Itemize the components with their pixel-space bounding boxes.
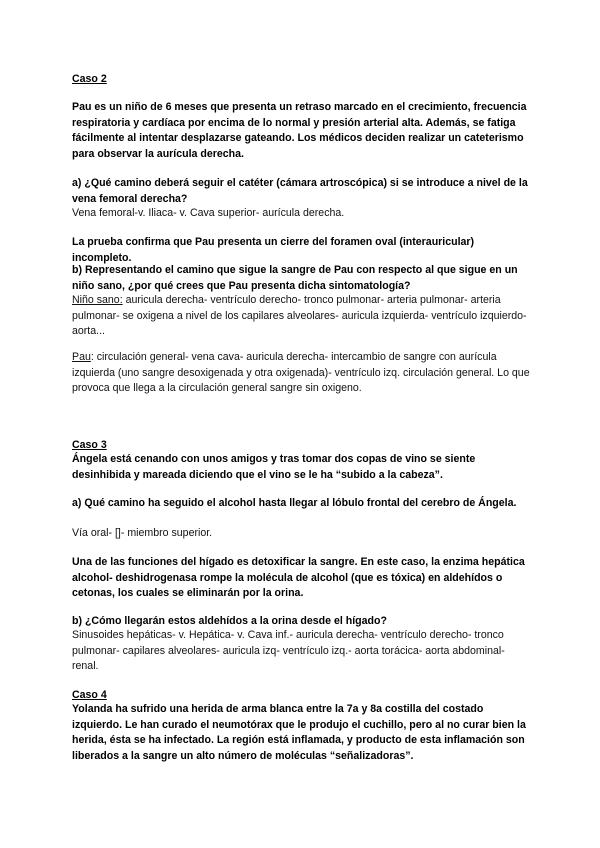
caso3-question-a: a) Qué camino ha seguido el alcohol hasta llegar al lóbulo frontal del cerebro de Ángela. [72,497,517,509]
caso3-heading: Caso 3 [72,439,107,451]
caso3-answer-b: Sinusoides hepáticas- v. Hepática- v. Cava inf.- auricula derecha- ventrículo derecho- tronco pulmonar- capilares alveolares- auricula izq- ventrículo izq.- aorta torácica- aorta abdominal- renal. [72,629,505,672]
caso2-pau-answer [72,350,532,397]
caso3-answer-a: Vía oral- []- miembro superior. [72,527,213,539]
caso2-question-a: a) ¿Qué camino deberá seguir el catéter (cámara artroscópica) si se introduce a nivel de la vena femoral derecha? [72,177,528,205]
caso4-heading: Caso 4 [72,689,107,701]
caso2-sano-answer [72,293,532,340]
caso2-heading: Caso 2 [72,73,107,85]
caso2-answer-a: Vena femoral-v. Iliaca- v. Cava superior- aurícula derecha. [72,207,345,219]
caso2-question-b: b) Representando el camino que sigue la sangre de Pau con respecto al que sigue en un niño sano, ¿por qué crees que Pau presenta dicha sintomatología? [72,264,518,292]
caso3-intro: Ángela está cenando con unos amigos y tras tomar dos copas de vino se siente desinhibida y mareada diciendo que el vino se le ha “subido a la cabeza”. [72,453,476,481]
pau-label: Pau [72,351,91,363]
pau-text: : circulación general- vena cava- auricula derecha- intercambio de sangre con aurícula izquierda (uno sangre desoxigenada y otra oxigenada)- ventrículo izq. circulación general. Lo que provoca que llega a la circulación general sangre sin oxigeno. [72,351,530,394]
caso3-question-b: b) ¿Cómo llegarán estos aldehídos a la orina desde el hígado? [72,615,387,627]
sano-text: auricula derecha- ventrículo derecho- tronco pulmonar- arteria pulmonar- arteria pulmonar- se oxigena a nivel de los capilares alveolares- auricula izquierda- ventrículo izquierdo- aorta... [72,294,527,337]
caso2-confirm: La prueba confirma que Pau presenta un cierre del foramen oval (interauricular) incompleto. [72,236,475,264]
sano-label: Niño sano: [72,294,123,306]
caso2-intro: Pau es un niño de 6 meses que presenta un retraso marcado en el crecimiento, frecuencia respiratoria y cardíaca por encima de lo normal y presión arterial alta. Además, se fatiga fácilmente al intentar desplazarse gateando. Los médicos deciden realizar un cateterismo para observar la aurícula derecha. [72,101,527,160]
caso4-intro: Yolanda ha sufrido una herida de arma blanca entre la 7a y 8a costilla del costado izquierdo. Le han curado el neumotórax que le produjo el cuchillo, pero al no curar bien la herida, ésta se ha infectado. La región está inflamada, y producto de esta inflamación son liberados a la sangre un alto número de moléculas “señalizadoras”. [72,703,526,762]
caso3-info: Una de las funciones del hígado es detoxificar la sangre. En este caso, la enzima hepática alcohol- deshidrogenasa rompe la molécula de alcohol (que es tóxica) en aldehídos o cetonas, los cuales se eliminarán por la orina. [72,556,525,599]
